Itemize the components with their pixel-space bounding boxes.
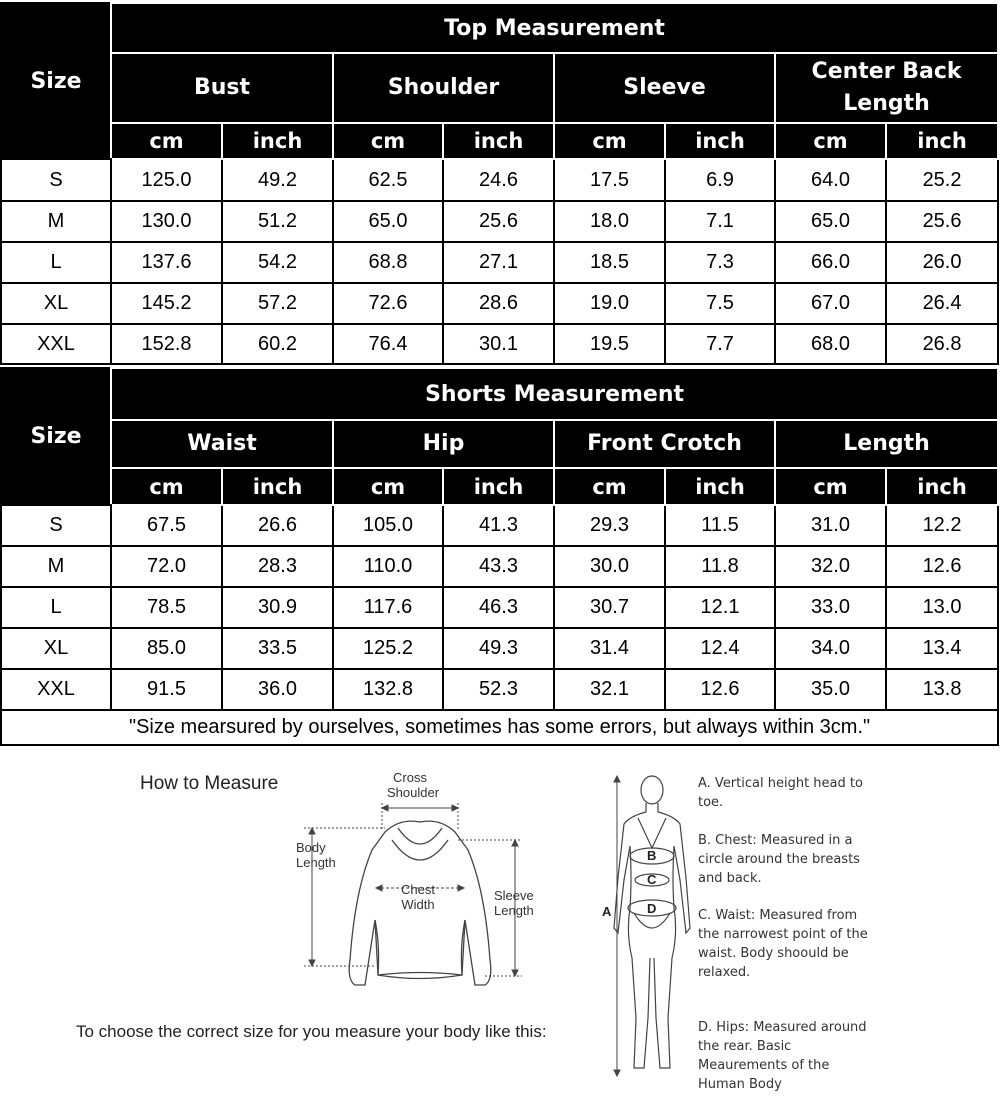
value-cell: 30.0 <box>554 546 665 587</box>
value-cell: 6.9 <box>665 159 775 201</box>
column-header-bust: Bust <box>111 53 333 123</box>
column-header-waist: Waist <box>111 420 333 468</box>
value-cell: 85.0 <box>111 628 222 669</box>
table-row <box>1 201 998 242</box>
unit-header: inch <box>443 123 554 159</box>
value-cell: 31.4 <box>554 628 665 669</box>
value-cell: 145.2 <box>111 283 222 324</box>
value-cell: 26.8 <box>886 324 998 364</box>
size-cell: S <box>1 505 111 546</box>
size-header: Size <box>1 3 111 159</box>
value-cell: 51.2 <box>222 201 333 242</box>
value-cell: 68.8 <box>333 242 443 283</box>
column-header-center-back-length: Center Back Length <box>775 53 998 123</box>
value-cell: 67.0 <box>775 283 886 324</box>
how-to-measure-title: How to Measure <box>140 773 279 794</box>
value-cell: 29.3 <box>554 505 665 546</box>
value-cell: 66.0 <box>775 242 886 283</box>
table-row <box>1 283 998 324</box>
value-cell: 28.3 <box>222 546 333 587</box>
value-cell: 25.6 <box>443 201 554 242</box>
body-diagram <box>600 768 700 1090</box>
sleeve-length-label: Sleeve Length <box>494 888 534 918</box>
value-cell: 17.5 <box>554 159 665 201</box>
value-cell: 18.5 <box>554 242 665 283</box>
value-cell: 152.8 <box>111 324 222 364</box>
value-cell: 46.3 <box>443 587 554 628</box>
top-measurement-table <box>0 2 999 365</box>
value-cell: 11.5 <box>665 505 775 546</box>
column-header-length: Length <box>775 420 998 468</box>
value-cell: 12.4 <box>665 628 775 669</box>
legend-c: C. Waist: Measured from the narrowest point of the waist. Body shoould be relaxed. <box>698 908 868 980</box>
value-cell: 57.2 <box>222 283 333 324</box>
unit-header: cm <box>775 468 886 505</box>
value-cell: 27.1 <box>443 242 554 283</box>
value-cell: 41.3 <box>443 505 554 546</box>
value-cell: 105.0 <box>333 505 443 546</box>
value-cell: 110.0 <box>333 546 443 587</box>
measurement-note: "Size mearsured by ourselves, sometimes has some errors, but always within 3cm." <box>1 710 998 745</box>
table-row <box>1 505 998 546</box>
value-cell: 26.0 <box>886 242 998 283</box>
value-cell: 7.7 <box>665 324 775 364</box>
value-cell: 32.1 <box>554 669 665 710</box>
value-cell: 72.0 <box>111 546 222 587</box>
value-cell: 72.6 <box>333 283 443 324</box>
value-cell: 64.0 <box>775 159 886 201</box>
value-cell: 76.4 <box>333 324 443 364</box>
chest-width-label: Chest Width <box>401 882 435 912</box>
value-cell: 12.1 <box>665 587 775 628</box>
legend-b: B. Chest: Measured in a circle around the breasts and back. <box>698 833 860 886</box>
value-cell: 33.0 <box>775 587 886 628</box>
value-cell: 52.3 <box>443 669 554 710</box>
unit-header: inch <box>886 468 998 505</box>
size-cell: S <box>1 159 111 201</box>
value-cell: 25.2 <box>886 159 998 201</box>
table-title: Top Measurement <box>111 3 998 53</box>
value-cell: 13.0 <box>886 587 998 628</box>
marker-a: A <box>602 904 612 919</box>
value-cell: 49.2 <box>222 159 333 201</box>
value-cell: 32.0 <box>775 546 886 587</box>
table-row <box>1 628 998 669</box>
unit-header: cm <box>111 468 222 505</box>
value-cell: 18.0 <box>554 201 665 242</box>
value-cell: 19.0 <box>554 283 665 324</box>
value-cell: 33.5 <box>222 628 333 669</box>
size-cell: L <box>1 242 111 283</box>
shorts-measurement-table <box>0 367 999 746</box>
value-cell: 35.0 <box>775 669 886 710</box>
size-cell: M <box>1 546 111 587</box>
unit-header: cm <box>333 468 443 505</box>
body-length-label: Body Length <box>296 840 336 870</box>
value-cell: 78.5 <box>111 587 222 628</box>
cross-shoulder-label: Cross Shoulder <box>387 770 440 800</box>
value-cell: 26.4 <box>886 283 998 324</box>
size-header: Size <box>1 368 111 505</box>
unit-header: cm <box>554 468 665 505</box>
value-cell: 12.6 <box>886 546 998 587</box>
value-cell: 13.4 <box>886 628 998 669</box>
how-to-measure-section <box>0 760 1000 1096</box>
value-cell: 7.1 <box>665 201 775 242</box>
unit-header: cm <box>111 123 222 159</box>
value-cell: 7.5 <box>665 283 775 324</box>
table-row <box>1 587 998 628</box>
unit-header: inch <box>886 123 998 159</box>
table-title: Shorts Measurement <box>111 368 998 420</box>
column-header-front-crotch: Front Crotch <box>554 420 775 468</box>
value-cell: 130.0 <box>111 201 222 242</box>
column-header-hip: Hip <box>333 420 554 468</box>
value-cell: 125.0 <box>111 159 222 201</box>
value-cell: 24.6 <box>443 159 554 201</box>
size-cell: M <box>1 201 111 242</box>
marker-c: C <box>647 872 657 887</box>
value-cell: 49.3 <box>443 628 554 669</box>
value-cell: 30.7 <box>554 587 665 628</box>
value-cell: 7.3 <box>665 242 775 283</box>
value-cell: 62.5 <box>333 159 443 201</box>
value-cell: 25.6 <box>886 201 998 242</box>
value-cell: 26.6 <box>222 505 333 546</box>
value-cell: 91.5 <box>111 669 222 710</box>
unit-header: inch <box>222 123 333 159</box>
value-cell: 12.2 <box>886 505 998 546</box>
table-row <box>1 242 998 283</box>
value-cell: 68.0 <box>775 324 886 364</box>
value-cell: 36.0 <box>222 669 333 710</box>
table-row <box>1 669 998 710</box>
unit-header: cm <box>554 123 665 159</box>
value-cell: 65.0 <box>333 201 443 242</box>
column-header-sleeve: Sleeve <box>554 53 775 123</box>
table-row <box>1 159 998 201</box>
value-cell: 137.6 <box>111 242 222 283</box>
legend-a: A. Vertical height head to toe. <box>698 776 863 810</box>
size-cell: L <box>1 587 111 628</box>
unit-header: inch <box>665 123 775 159</box>
unit-header: inch <box>222 468 333 505</box>
value-cell: 132.8 <box>333 669 443 710</box>
value-cell: 125.2 <box>333 628 443 669</box>
value-cell: 19.5 <box>554 324 665 364</box>
value-cell: 54.2 <box>222 242 333 283</box>
size-cell: XL <box>1 628 111 669</box>
choose-size-text: To choose the correct size for you measure your body like this: <box>76 1022 547 1041</box>
unit-header: cm <box>333 123 443 159</box>
value-cell: 28.6 <box>443 283 554 324</box>
value-cell: 67.5 <box>111 505 222 546</box>
unit-header: inch <box>665 468 775 505</box>
value-cell: 65.0 <box>775 201 886 242</box>
unit-header: cm <box>775 123 886 159</box>
value-cell: 60.2 <box>222 324 333 364</box>
value-cell: 34.0 <box>775 628 886 669</box>
size-cell: XXL <box>1 324 111 364</box>
marker-d: D <box>647 901 657 916</box>
size-cell: XXL <box>1 669 111 710</box>
value-cell: 30.9 <box>222 587 333 628</box>
value-cell: 117.6 <box>333 587 443 628</box>
column-header-shoulder: Shoulder <box>333 53 554 123</box>
legend-d: D. Hips: Measured around the rear. Basic Meaurements of the Human Body <box>698 1020 867 1092</box>
value-cell: 11.8 <box>665 546 775 587</box>
value-cell: 13.8 <box>886 669 998 710</box>
value-cell: 31.0 <box>775 505 886 546</box>
value-cell: 12.6 <box>665 669 775 710</box>
value-cell: 30.1 <box>443 324 554 364</box>
size-cell: XL <box>1 283 111 324</box>
table-row <box>1 324 998 364</box>
value-cell: 43.3 <box>443 546 554 587</box>
marker-b: B <box>647 848 657 863</box>
table-row <box>1 546 998 587</box>
unit-header: inch <box>443 468 554 505</box>
